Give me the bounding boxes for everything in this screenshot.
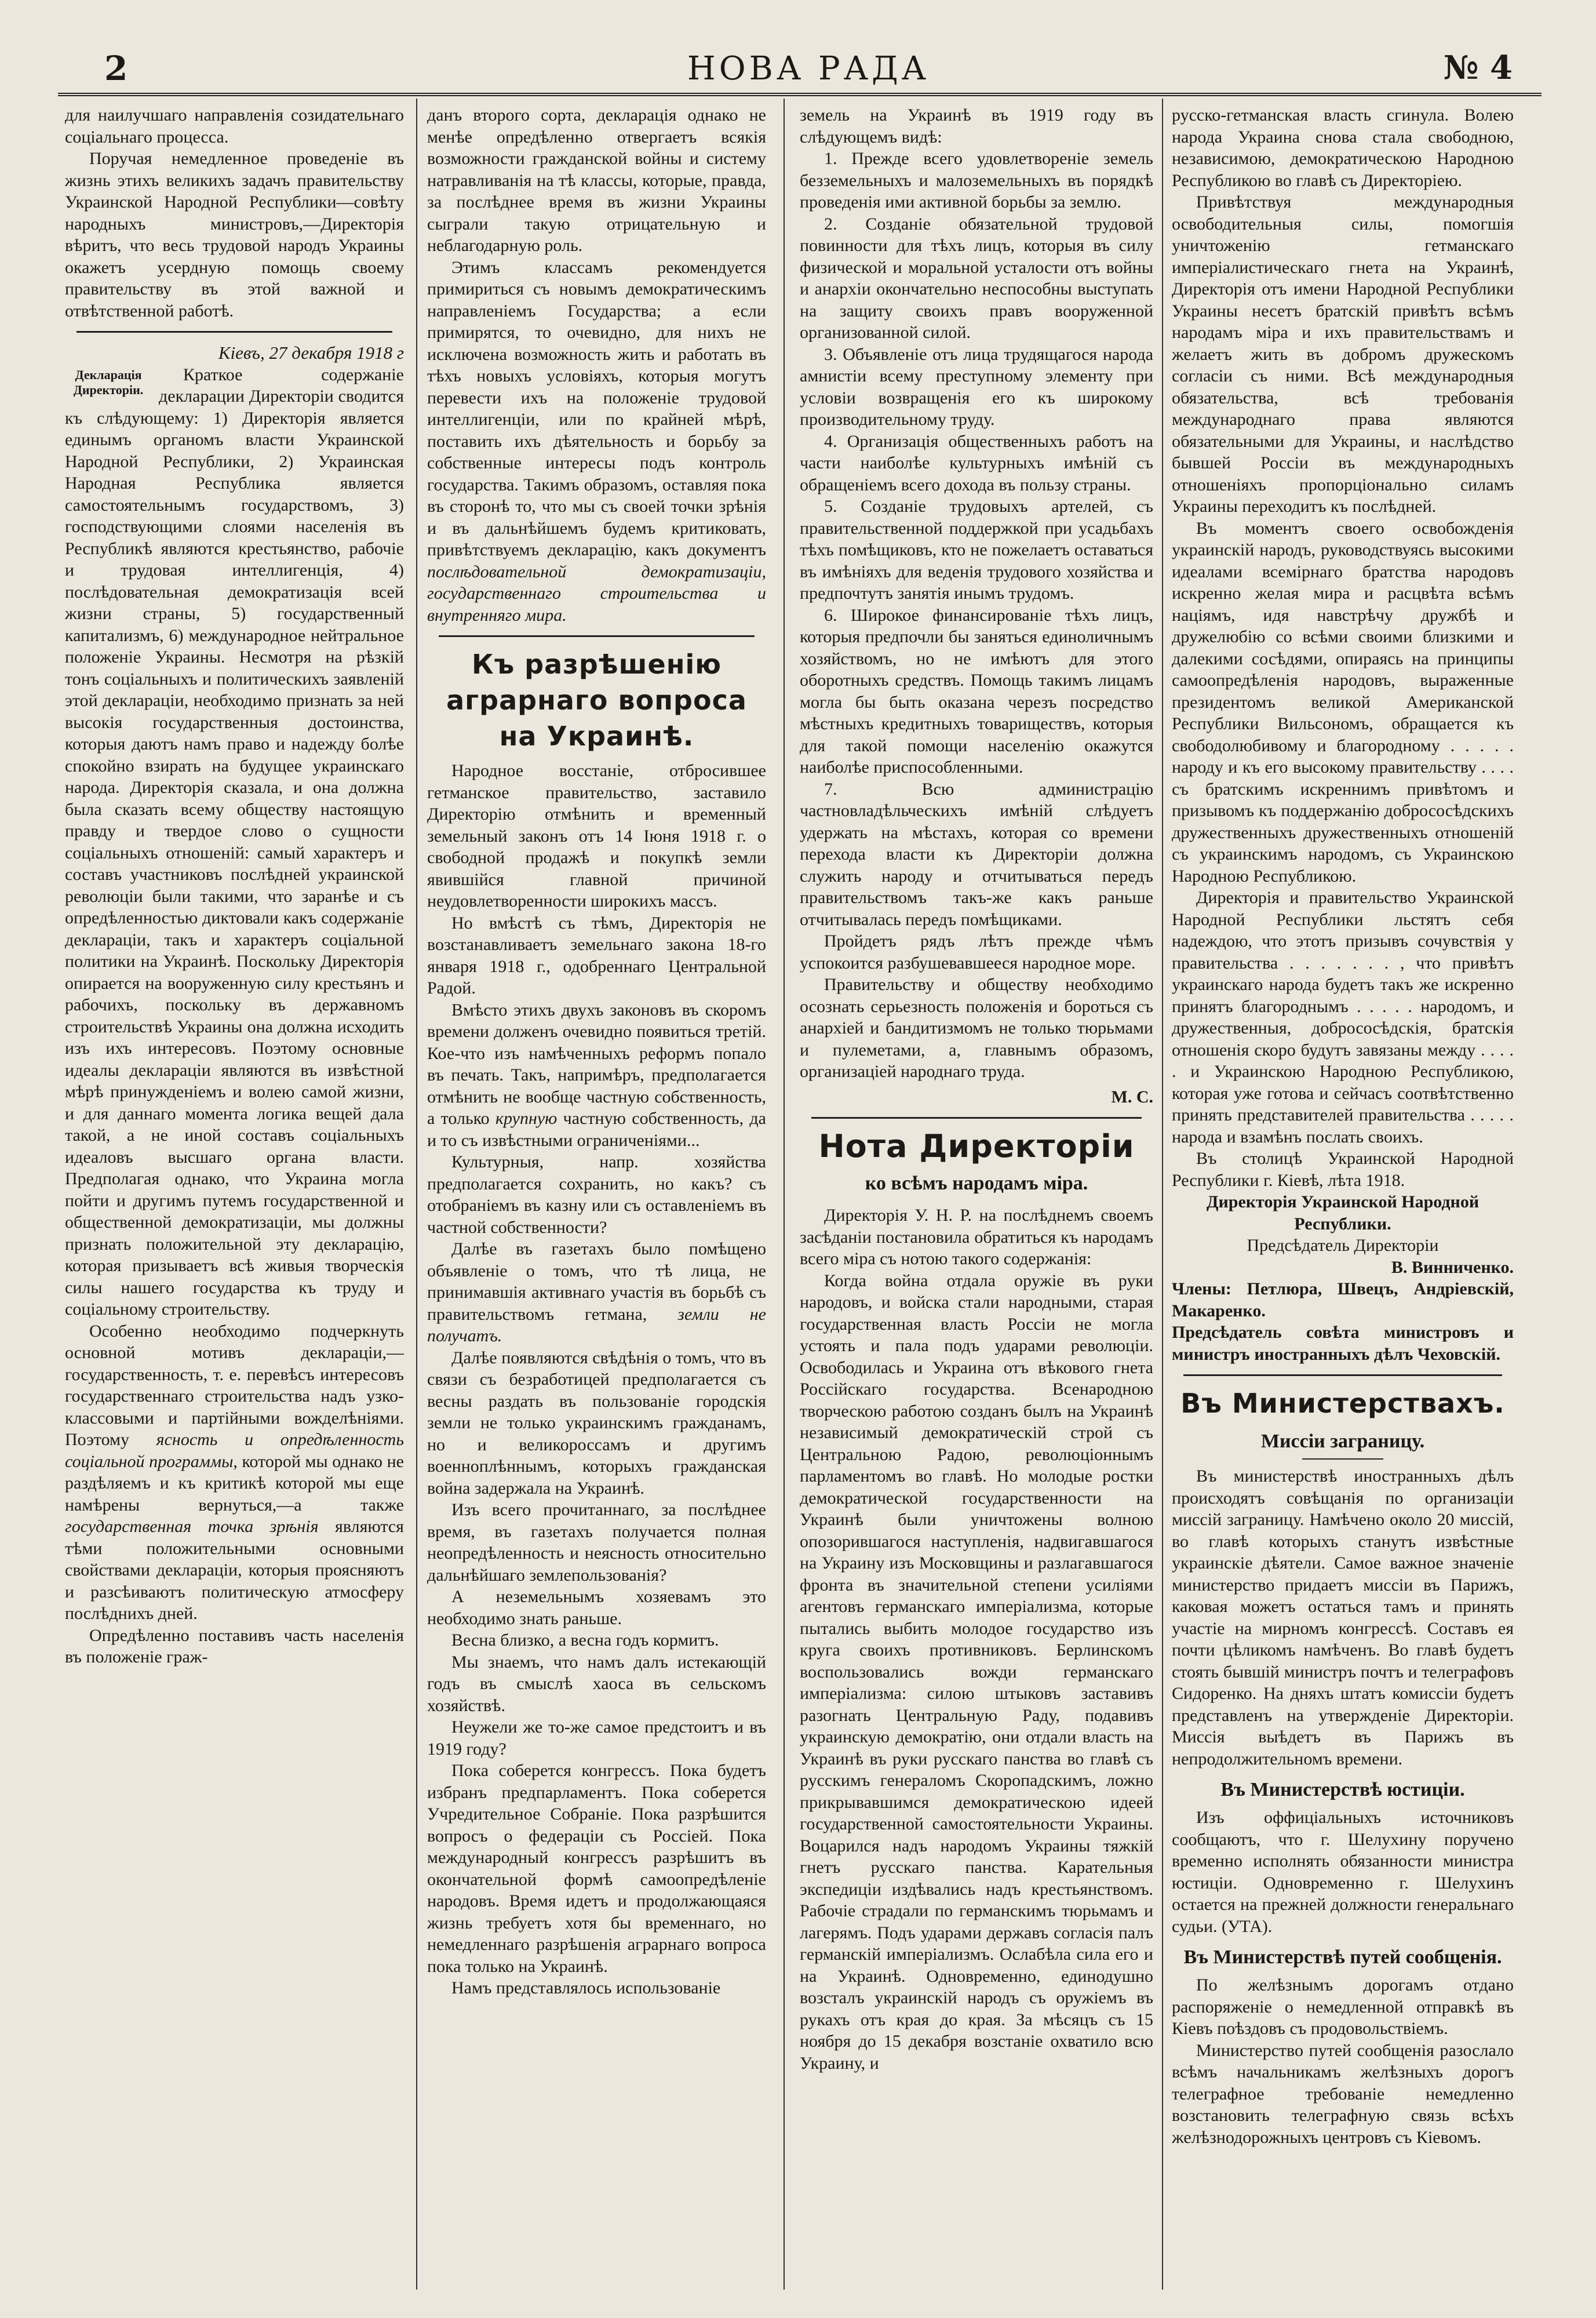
section-heading: Въ Министерствахъ. [1180, 1388, 1505, 1419]
paragraph: Краткое содержаніе декларации Директоріи сводится къ слѣдующему: 1) Директорія является единымъ органомъ власти Украинской Народной Республики, 2) Украинская Народная Республика является самостоятельнымъ государствомъ, 3) господствующими слоями населенія въ Республикѣ являются крестьянство, рабочіе и трудовая интеллигенція, 4) послѣдовательная демократизація всей жизни страны, 5) государственный капитализмъ, 6) международное нейтральное положеніе Украины. Несмотря на рѣзкій тонъ соціальныхъ и политическихъ заявленій этой деклараціи, необходимо признать за ней высокія государственныя достоинства, которыя даютъ намъ право и надежду болѣе спокойно взирать на будущее украинскаго народа. Директорія сказала, и она должна была сказать всему обществу настоящую правду и твердое слово о сущности соціальныхъ отношеній: самый характеръ и составъ участниковъ послѣдней украинской революціи были такими, что заранѣе и съ опредѣленностью диктовали какъ содержаніе деклараціи, такъ и характеръ соціальной политики на Украинѣ. Поскольку Директорія опирается на вооруженную силу крестьянъ и рабочихъ, поскольку въ державномъ строительствѣ Украины она должна исходить изъ ихъ интересовъ. Поэтому основные идеалы деклараціи являются въ извѣстной мѣрѣ принужденіемъ и волею самой жизни, и для даннаго момента логика вещей дала такой, а не иной составъ соціальныхъ идеаловъ высшаго органа власти. Предполагая однако, что Украина могла пойти и другимъ путемъ государственной и общественной демократизаціи, мы должны признать положительной эту декларацію, которая призываетъ всѣ живыя творческія силы нашего государства къ труду и соціальному строительству. [65, 365, 404, 1319]
short-rule [1302, 1458, 1383, 1460]
paragraph: Но вмѣстѣ съ тѣмъ, Директорія не возстанавливаетъ земельнаго закона 18-го января 1918 г., одобреннаго Центральной Радой. [427, 913, 766, 998]
article-heading: Нота Директоріи [818, 1128, 1135, 1165]
paragraph: Привѣтствуя международныя освободительныя силы, помогшія уничтоженію гетманскаго имперіалистическаго гнета на Украинѣ, Директорія отъ имени Народной Республики Украины несетъ братскій привѣтъ всѣмъ народамъ міра и ихъ правительствамъ и желаетъ жить въ добромъ дружескомъ согласіи съ ними. Всѣ международныя обязательства, всѣ требованія международнаго права являются обязательными для Украины, и наслѣдство бывшей Россіи въ международныхъ отношеніяхъ пропорціонально силамъ Украины переходитъ къ послѣдней. [1172, 192, 1514, 516]
paragraph: А неземельнымъ хозяевамъ это необходимо знать раньше. [427, 1587, 766, 1628]
paragraph: Намъ представлялось использованіе [451, 1978, 721, 1997]
list-item: 7. Всю администрацію частновладѣльческихъ имѣній слѣдуетъ удержать на мѣстахъ, которая со времени перехода власти къ Директоріи должна служить народу и отчитываться передъ правительствомъ такъ-же какъ раньше отчитывалась передъ помѣщиками. [800, 779, 1153, 929]
list-item: 6. Широкое финансированіе тѣхъ лицъ, которыя предпочли бы заняться единоличнымъ хозяйствомъ, но не имѣютъ для этого оборотныхъ средствъ. Помощь такимъ лицамъ могла бы быть оказана черезъ посредство мѣстныхъ кредитныхъ товариществъ, которыя для такой помощи населенію окажутся наиболѣе приспособленными. [800, 605, 1153, 777]
paragraph: земель на Украинѣ въ 1919 году въ слѣдующемъ видѣ: [800, 105, 1153, 147]
paragraph: Пройдетъ рядъ лѣтъ прежде чѣмъ успокоится разбушевавшееся народное море. [800, 931, 1153, 973]
signature-line: Директорія Украинской Народной Республики. [1206, 1192, 1480, 1233]
masthead-rule [58, 93, 1542, 96]
article-heading: Къ разрѣшенію аграрнаго вопроса на Украинѣ. [446, 649, 747, 752]
section-subheading: Миссіи заграницу. [1260, 1431, 1425, 1452]
list-item: 3. Объявленіе отъ лица трудящагося народа амнистіи всему преступному элементу при условіи возвращенія его къ широкому производительному труду. [800, 344, 1153, 429]
column-4 [1172, 104, 1514, 2284]
paragraph: Весна близко, а весна годъ кормитъ. [451, 1631, 719, 1650]
article-subheading: ко всѣмъ народамъ міра. [865, 1173, 1088, 1194]
signature-line: В. Винниченко. [1391, 1257, 1514, 1277]
paragraph: Правительству и обществу необходимо осознать серьезность положенія и бороться съ анархіей и бандитизмомъ не только тюрьмами и пулеметами, а, главнымъ образомъ, организаціей народнаго труда. [800, 975, 1153, 1081]
paragraph: Изъ оффиціальныхъ источниковъ сообщаютъ, что г. Шелухину поручено временно исполнять обязанности министра юстиціи. Одновременно г. Шелухинъ остается на прежней должности генеральнаго судьи. (УТА). [1172, 1808, 1514, 1936]
paragraph: Этимъ классамъ рекомендуется примириться съ новымъ демократическимъ направленіемъ Государства; а если примирятся, то очевидно, для нихъ не исключена возможность жить и работать въ тѣхъ новыхъ условіяхъ, которыя могутъ перевести ихъ на положеніе трудовой интеллигенціи, или по крайней мѣрѣ, поставить ихъ дѣятельность и борьбу за собственные интересы подъ контроль государства. Такимъ образомъ, оставляя пока въ сторонѣ то, что мы съ своей точки зрѣнія и въ дальнѣйшемъ будемъ критиковать, привѣтствуемъ декларацію, какъ документъ послѣдовательной демократизаціи, государственнаго строительства и внутренняго мира. [427, 257, 766, 625]
list-item: 2. Созданіе обязательной трудовой повинности для тѣхъ лицъ, которыя въ силу физической и моральной усталости отъ войны и анархіи окончательно неспособны выступать на защиту своихъ правъ вооруженной организованной силой. [800, 214, 1153, 342]
column-3 [800, 104, 1153, 2284]
paragraph: Въ моментъ своего освобожденія украинскій народъ, руководствуясь высокими идеалами всемірнаго братства народовъ искренно желая мира и расцвѣта всѣмъ націямъ, идя навстрѣчу дружбѣ и дружелюбію со всѣми своими близкими и далекими сосѣдями, опираясь на принципы самоопредѣленія народовъ, выраженные президентомъ великой Американской Республики Вильсономъ, обращается къ свободолюбивому и благородному . . . . . народу и къ его высокому правительству . . . . съ братскимъ искреннимъ привѣтомъ и призывомъ къ поддержанію добрососѣдскихъ дружественныхъ дружественныхъ отношеній съ украинскимъ народомъ, съ Украинскою Народною Республикою. [1172, 518, 1514, 886]
issue-number: № 4 [1443, 49, 1513, 87]
paragraph: Когда война отдала оружіе въ руки народовъ, и войска стали народными, старая государственная власть Россіи не могла устоять и пала подъ ударами революціи. Освободилась и Украина отъ вѣкового гнета Россійскаго государства. Всенародною творческою работою созданъ былъ на Украинѣ независимый демократическій строй съ Центральною Радою, революціоннымъ парламентомъ во главѣ. Но молодые ростки демократической государственности на Украинѣ были уничтожены волною опозорившагося наступленія, надвигавшагося на Украину изъ Московщины и разлагавшагося фронта въ значительной степени усиліями агентовъ германскаго имперіализма, которые пытались выбить молодое государство изъ круга своихъ противниковъ. Берлинскомъ воспользовались вожди германскаго имперіализма: силою штыковъ заставивъ разогнать Центральную Раду, подавивъ украинскую демократію, они отдали власть на Украинѣ въ руки русскаго панства во главѣ съ русскимъ генераломъ Скоропадскимъ, ложно прикрывавшимся демократическою идеей государственной самостоятельности Украины. Воцарился надъ народомъ Украины тяжкій гнетъ русскаго панства. Карательныя экспедиціи издѣвались надъ крестьянствомъ. Рабочіе страдали по германскимъ тюрьмамъ и лагерямъ. Подъ ударами державъ согласія палъ германскій имперіализмъ. Ослабѣла сила его и на Украинѣ. Одновременно, единодушно возсталъ украинскій народъ съ оружіемъ въ рукахъ отъ края до края. За мѣсяцъ съ 15 ноября до 15 декабря возстаніе охватило всю Украину, и [800, 1271, 1153, 2073]
section-subheading: Въ Министерствѣ путей сообщенія. [1183, 1946, 1502, 1968]
side-label: Декларація Директоріи. [73, 367, 144, 397]
section-subheading: Въ Министерствѣ юстиціи. [1220, 1779, 1465, 1800]
column-divider [416, 99, 417, 2290]
section-divider [1183, 1374, 1502, 1376]
signature-line: Члены: Петлюра, Швецъ, Андріевскій, Макаренко. [1172, 1279, 1514, 1320]
column-divider [1162, 99, 1163, 2290]
list-item: 1. Прежде всего удовлетвореніе земель безземельныхъ и малоземельныхъ въ порядкѣ проведенія ими активной борьбы за землю. [800, 149, 1153, 212]
paragraph: Директорія У. Н. Р. на послѣднемъ своемъ засѣданіи постановила обратиться къ народамъ всего міра съ нотою такого содержанія: [800, 1206, 1153, 1268]
paragraph: Пока соберется конгрессъ. Пока будетъ избранъ предпарламентъ. Пока соберется Учредительное Собраніе. Пока разрѣшится вопросъ о федераціи съ Россіей. Пока международный конгрессъ разрѣшитъ въ окончательной формѣ самоопредѣленіе народовъ. Время идетъ и продолжающаяся жизнь требуетъ хотя бы временнаго, но немедленнаго разрѣшенія аграрнаго вопроса пока только на Украинѣ. [427, 1761, 766, 1976]
signature-line: Предсѣдатель Директоріи [1247, 1236, 1439, 1255]
paragraph: Въ столицѣ Украинской Народной Республики г. Кіевѣ, лѣта 1918. [1172, 1149, 1514, 1190]
signature-line: Предсѣдатель совѣта министровъ и министръ иностранныхъ дѣлъ Чеховскій. [1172, 1323, 1514, 1364]
section-divider [76, 331, 392, 333]
dateline: Кіевъ, 27 декабря 1918 г [218, 343, 404, 363]
paragraph: данъ второго сорта, декларація однако не менѣе опредѣленно отвергаетъ всякія возможности гражданской войны и систему натравливанія на тѣ классы, которые, правда, за послѣднее время въ жизни Украины сыграли такую отрицательную и неблагодарную роль. [427, 105, 766, 255]
column-1 [65, 104, 404, 2284]
paragraph: Въ министерствѣ иностранныхъ дѣлъ происходятъ совѣщанія по организаціи миссій заграницу. Намѣчено около 20 миссій, во главѣ которыхъ станутъ извѣстные украинскіе дѣятели. Самое важное значеніе министерство придаетъ миссіи въ Парижъ, каковая можетъ остаться тамъ и принять участіе на мирномъ конгрессѣ. Составъ ея почти цѣликомъ намѣченъ. Во главѣ будетъ стоять бывшій министръ почтъ и телеграфовъ Сидоренко. На дняхъ штатъ комиссіи будетъ представленъ на утвержденіе Директоріи. Миссія выѣдетъ въ Парижъ въ непродолжительномъ времени. [1172, 1467, 1514, 1768]
paragraph: русско-гетманская власть сгинула. Волею народа Украина снова стала свободною, независимою, демократическою Народною Республикою во главѣ съ Директоріею. [1172, 105, 1514, 190]
paragraph: для наилучшаго направленія созидательнаго соціальнаго процесса. [65, 105, 404, 147]
paragraph: Народное восстаніе, отбросившее гетманское правительство, заставило Директорію отмѣнить и временный земельный законъ отъ 14 Іюня 1918 г. о свободной продажѣ и покупкѣ земли явившійся главной причиной неудовлетворенности широкихъ массъ. [427, 761, 766, 911]
paragraph: Культурныя, напр. хозяйства предполагается сохранить, но какъ? съ отобраніемъ въ казну или съ оставленіемъ въ частной собственности? [427, 1152, 766, 1237]
page-number: 2 [104, 49, 128, 88]
paragraph: Изъ всего прочитаннаго, за послѣднее время, въ газетахъ получается полная неопредѣленность и неясность относительно дальнѣйшаго землепользованія? [427, 1500, 766, 1585]
masthead [104, 49, 1513, 92]
column-2 [427, 104, 766, 2284]
paragraph: Вмѣсто этихъ двухъ законовъ въ скоромъ времени долженъ очевидно появиться третій. Кое-что изъ намѣченныхъ реформъ попало въ печать. Такъ, напримѣръ, предполагается отмѣнить не вообще частную собственность, а только крупную частную собственность, да и то съ извѣстными ограниченіями... [427, 1000, 766, 1150]
paragraph: Неужели же то-же самое предстоитъ и въ 1919 году? [427, 1717, 766, 1759]
list-item: 5. Созданіе трудовыхъ артелей, съ правительственной поддержкой при усадьбахъ тѣхъ помѣщиковъ, кто не пожелаетъ оставаться въ имѣніяхъ для веденія трудового хозяйства и предпочтутъ занятія инымъ трудомъ. [800, 497, 1153, 603]
paragraph: Особенно необходимо подчеркнуть основной мотивъ деклараціи,—государственность, т. е. перевѣсъ интересовъ государственнаго строительства надъ узко-классовыми и партійными вожделѣніями. Поэтому ясность и опредѣленность соціальной программы, которой мы однако не раздѣляемъ и къ критикѣ которой мы еще намѣрены вернуться,—а также государственная точка зрѣнія являются тѣми положительными основными свойствами деклараціи, которыя проясняютъ и разсѣиваютъ политическую атмосферу послѣднихъ дней. [65, 1321, 404, 1623]
paragraph: Далѣе появляются свѣдѣнія о томъ, что въ связи съ безработицей предполагается съ весны раздать въ пользованіе городскія земли не только украинскимъ гражданамъ, но и великороссамъ и другимъ военноплѣннымъ, которыхъ гражданская война задержала на Украинѣ. [427, 1348, 766, 1498]
newspaper-title: НОВА РАДА [687, 50, 930, 88]
paragraph: Министерство путей сообщенія разослало всѣмъ начальникамъ желѣзныхъ дорогъ телеграфное требованіе немедленно возстановить телеграфную связь всѣхъ желѣзнодорожныхъ центровъ съ Кіевомъ. [1172, 2040, 1514, 2147]
column-divider [784, 99, 785, 2290]
article-signature: М. С. [1111, 1087, 1153, 1107]
section-divider [439, 635, 755, 637]
list-item: 4. Организація общественныхъ работъ на части наиболѣе культурныхъ имѣній съ обращеніемъ всего дохода въ пользу страны. [800, 431, 1153, 494]
paragraph: Опредѣленно поставивъ часть населенія въ положеніе граж- [65, 1625, 404, 1666]
paragraph: Мы знаемъ, что намъ далъ истекающій годъ въ смыслѣ хаоса въ сельскомъ хозяйствѣ. [427, 1652, 766, 1715]
paragraph: Поручая немедленное проведеніе въ жизнь этихъ великихъ задачъ правительству Украинской Народной Республики—совѣту народныхъ министровъ,—Директорія вѣритъ, что весь трудовой народъ Украины окажетъ усердную помощь своему правительству въ этой важной и отвѣтственной работѣ. [65, 149, 404, 321]
paragraph: Далѣе въ газетахъ было помѣщено объявленіе о томъ, что тѣ лица, не принимавшія активнаго участія въ борьбѣ съ правительствомъ гетмана, земли не получатъ. [427, 1239, 766, 1345]
section-divider [811, 1117, 1142, 1119]
paragraph: По желѣзнымъ дорогамъ отдано распоряженіе о немедленной отправкѣ въ Кіевъ поѣздовъ съ продовольствіемъ. [1172, 1975, 1514, 2038]
paragraph: Директорія и правительство Украинской Народной Республики льстятъ себя надеждою, что этотъ призывъ сочувствія у правительства . . . . . . . , что привѣтъ украинскаго народа будетъ такъ же искренно принятъ благороднымъ . . . . . народомъ, и дружественныя, добрососѣдскія, братскія отношенія скоро будутъ завязаны между . . . . . и Украинскою Народною Республикою, которая уже готова и сейчасъ соотвѣтственно принять представителей правительства . . . . . народа и взамѣнъ послать своихъ. [1172, 888, 1514, 1147]
